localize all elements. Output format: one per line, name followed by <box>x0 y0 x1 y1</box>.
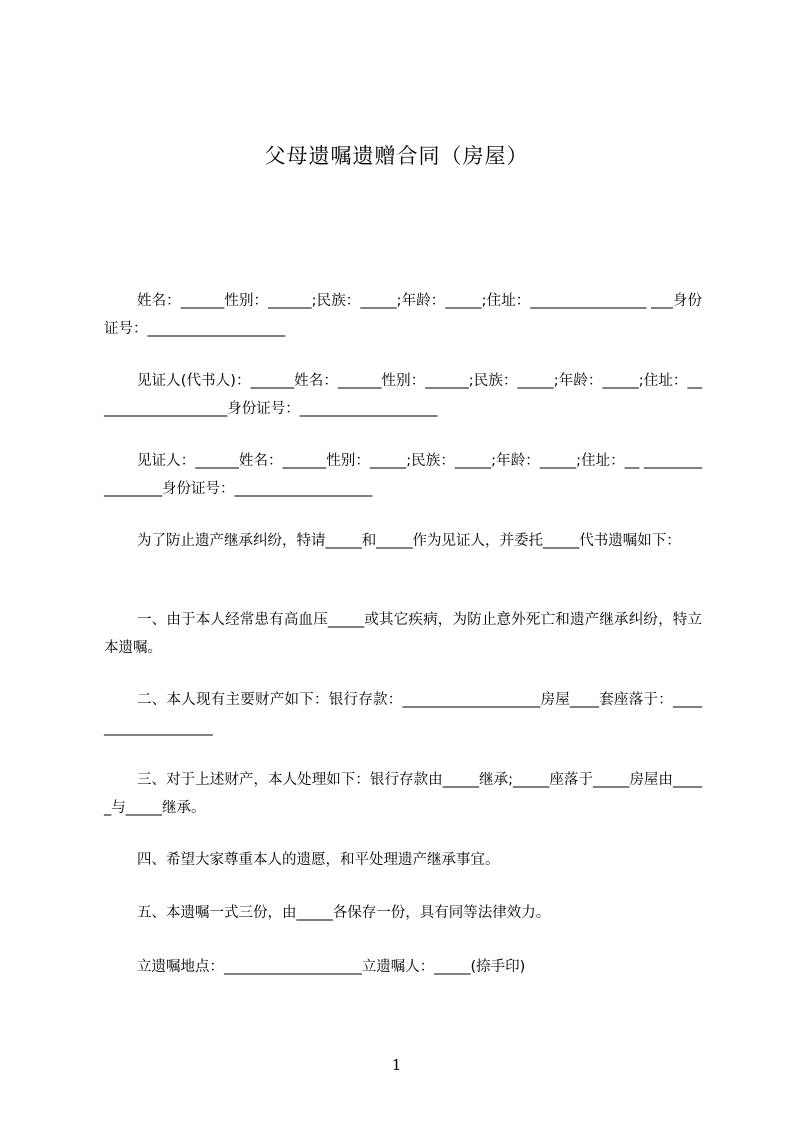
purpose-paragraph: 为了防止遗产继承纠纷，特请_____和_____作为见证人，并委托_____代书遗嘱如下： <box>137 533 681 549</box>
scribe-witness-info-paragraph: 见证人(代书人)：______姓名：______性别：______;民族：_____;年龄：_____;住址：___________________身份证号：___________________ <box>104 373 702 417</box>
signature-line-paragraph: 立遗嘱地点：___________________立遗嘱人：_____(捺手印) <box>137 959 526 975</box>
clause-5-paragraph: 五、本遗嘱一式三份，由_____各保存一份，具有同等法律效力。 <box>137 905 551 921</box>
clause-2-paragraph: 二、本人现有主要财产如下：银行存款：___________________房屋____套座落于：___________________ <box>104 692 702 736</box>
clause-4-paragraph: 四、希望大家尊重本人的遗愿，和平处理遗产继承事宜。 <box>137 852 500 868</box>
page-number: 1 <box>391 1056 402 1074</box>
testator-info-paragraph: 姓名：______性别：______;民族：_____;年龄：_____;住址：________________ ___身份证号：___________________ <box>104 293 702 337</box>
witness-info-paragraph: 见证人：______姓名：______性别：_____;民族：_____;年龄：_____;住址：__ ________________身份证号：___________________ <box>104 453 702 497</box>
clause-1-paragraph: 一、由于本人经常患有高血压_____或其它疾病，为防止意外死亡和遗产继承纠纷，特立本遗嘱。 <box>104 612 702 656</box>
document-title: 父母遗嘱遗赠合同（房屋） <box>264 144 529 168</box>
clause-3-paragraph: 三、对于上述财产，本人处理如下：银行存款由_____继承;_____座落于_____房屋由_____与_____继承。 <box>104 772 702 816</box>
